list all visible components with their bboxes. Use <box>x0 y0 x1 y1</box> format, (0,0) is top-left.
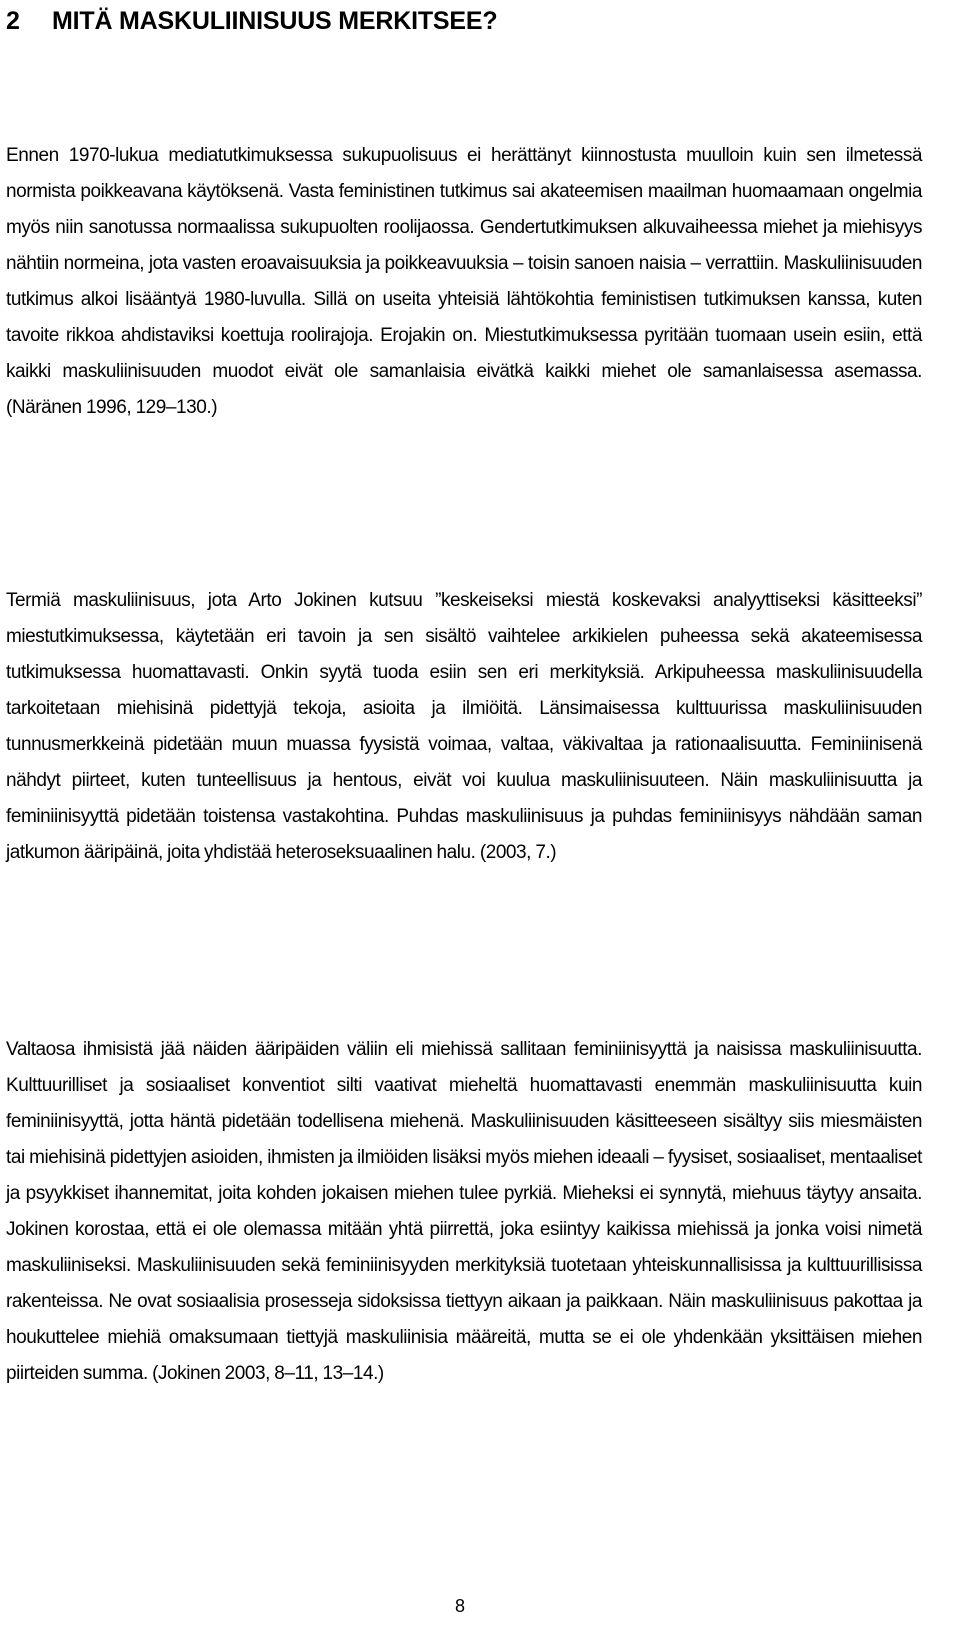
body-paragraph-1: Ennen 1970-lukua mediatutkimuksessa sukupuolisuus ei herättänyt kiinnostusta muulloin kuin sen ilmetessä normista poikkeavana käytöksenä. Vasta feministinen tutkimus sai akateemisen maailman huomaamaan ongelmia myös niin sanotussa normaalissa sukupuolten roolijaossa. Gendertutkimuksen alkuvaiheessa miehet ja miehisyys nähtiin normeina, jota vasten eroavaisuuksia ja poikkeavuuksia – toisin sanoen naisia – verrattiin. Maskuliinisuuden tutkimus alkoi lisääntyä 1980-luvulla. Sillä on useita yhteisiä lähtökohtia feministisen tutkimuksen kanssa, kuten tavoite rikkoa ahdistaviksi koettuja roolirajoja. Erojakin on. Miestutkimuksessa pyritään tuomaan usein esiin, että kaikki maskuliinisuuden muodot eivät ole samanlaisia eivätkä kaikki miehet ole samanlaisessa asemassa. (Näränen 1996, 129–130.) <box>6 145 922 418</box>
section-title: MITÄ MASKULIINISUUS MERKITSEE? <box>52 7 498 35</box>
body-paragraph-3: Valtaosa ihmisistä jää näiden ääripäiden väliin eli miehissä sallitaan feminiinisyyttä ja naisissa maskuliinisuutta. Kulttuurilliset ja sosiaaliset konventiot silti vaativat mieheltä huomattavasti enemmän maskuliinisuutta kuin feminiinisyyttä, jotta häntä pidetään todellisena miehenä. Maskuliinisuuden käsitteeseen sisältyy siis miesmäisten tai miehisinä pidettyjen asioiden, ihmisten ja ilmiöiden lisäksi myös miehen ideaali – fyysiset, sosiaaliset, mentaaliset ja psyykkiset ihannemitat, joita kohden jokaisen miehen tulee pyrkiä. Mieheksi ei synnytä, miehuus täytyy ansaita. Jokinen korostaa, että ei ole olemassa mitään yhtä piirrettä, joka esiintyy kaikissa miehissä ja jonka voisi nimetä maskuliiniseksi. Maskuliinisuuden sekä feminiinisyyden merkityksiä tuotetaan yhteiskunnallisissa ja kulttuurillisissa rakenteissa. Ne ovat sosiaalisia prosesseja sidoksissa tiettyyn aikaan ja paikkaan. Näin maskuliinisuus pakottaa ja houkuttelee miehiä omaksumaan tiettyjä maskuliinisia määreitä, mutta se ei ole yhdenkään yksittäisen miehen piirteiden summa. (Jokinen 2003, 8–11, 13–14.) <box>6 1039 922 1384</box>
body-paragraph-2: Termiä maskuliinisuus, jota Arto Jokinen kutsuu ”keskeiseksi miestä koskevaksi analyyttiseksi käsitteeksi” miestutkimuksessa, käytetään eri tavoin ja sen sisältö vaihtelee arkikielen puheessa sekä akateemisessa tutkimuksessa huomattavasti. Onkin syytä tuoda esiin sen eri merkityksiä. Arkipuheessa maskuliinisuudella tarkoitetaan miehisinä pidettyjä tekoja, asioita ja ilmiöitä. Länsimaisessa kulttuurissa maskuliinisuuden tunnusmerkkeinä pidetään muun muassa fyysistä voimaa, valtaa, väkivaltaa ja rationaalisuutta. Feminiinisenä nähdyt piirteet, kuten tunteellisuus ja hentous, eivät voi kuulua maskuliinisuuteen. Näin maskuliinisuutta ja feminiinisyyttä pidetään toistensa vastakohtina. Puhdas maskuliinisuus ja puhdas feminiinisyys nähdään saman jatkumon ääripäinä, joita yhdistää heteroseksuaalinen halu. (2003, 7.) <box>6 590 922 863</box>
page-number: 8 <box>454 1596 465 1616</box>
section-number: 2 <box>6 7 20 35</box>
section-heading <box>6 4 497 38</box>
